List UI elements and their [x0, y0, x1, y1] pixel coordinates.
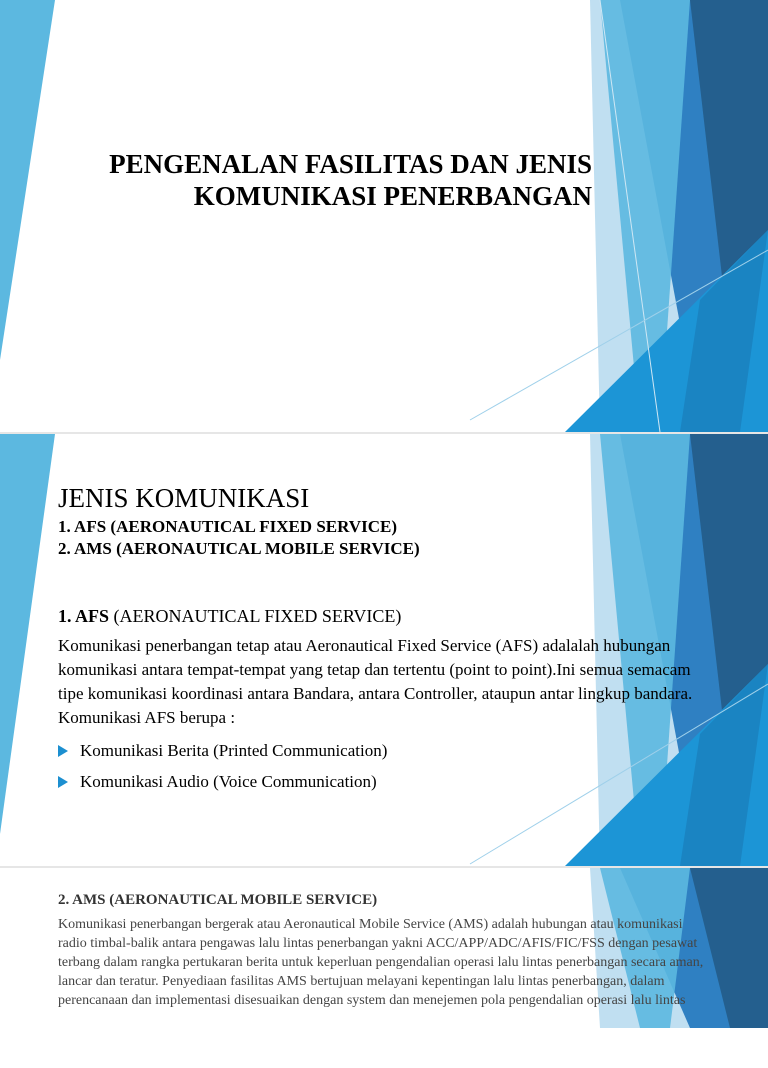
section-heading: JENIS KOMUNIKASI — [58, 483, 310, 513]
ams-heading: 2. AMS (AERONAUTICAL MOBILE SERVICE) — [58, 892, 378, 908]
list-item: 2. AMS (AERONAUTICAL MOBILE SERVICE) — [58, 539, 420, 558]
title-line-1: PENGENALAN FASILITAS DAN JENIS — [109, 149, 592, 179]
title-slide — [0, 0, 768, 432]
left-teal-shape — [0, 0, 55, 360]
bullet-text: Komunikasi Audio (Voice Communication) — [80, 771, 377, 791]
list-item — [58, 735, 387, 766]
bullet-triangle-icon — [58, 745, 68, 757]
title-line-2: KOMUNIKASI PENERBANGAN — [193, 181, 592, 211]
afs-paragraph: Komunikasi penerbangan tetap atau Aeronautical Fixed Service (AFS) adalalah hubungan komunikasi antara tempat-tempat yang tetap dan tertentu (point to point).Ini semua semacam tipe komunikasi koordinasi antara Bandara, antara Controller, ataupun antar lingkup bandara. Komunikasi AFS berupa : — [58, 636, 693, 727]
afs-heading — [58, 604, 401, 628]
slide-title — [109, 148, 592, 212]
list-item: 1. AFS (AERONAUTICAL FIXED SERVICE) — [58, 517, 397, 536]
afs-bullet-list — [58, 735, 387, 797]
service-list — [58, 516, 420, 560]
afs-heading-number: 1. AFS — [58, 606, 110, 626]
ams-paragraph: Komunikasi penerbangan bergerak atau Aeronautical Mobile Service (AMS) adalah hubungan atau komunikasi radio timbal-balik antara pengawas lalu lintas penerbangan yakni ACC/APP/ADC/AFIS/FIC/FSS dengan pesawat terbang dalam rangka pertukaran berita untuk keperluan pengendalian operasi lalu lintas penerbangan secara aman, lancar dan teratur. Penyediaan fasilitas AMS bertujuan melayani kepentingan lalu lintas penerbangan, dalam perencanaan dan implementasi disesuaikan dengan system dan menejemen pola pengendalian operasi lalu lintas — [58, 917, 704, 1008]
bullet-triangle-icon — [58, 776, 68, 788]
decorative-shapes — [0, 0, 768, 432]
afs-heading-text: (AERONAUTICAL FIXED SERVICE) — [109, 606, 402, 626]
list-item — [58, 766, 387, 797]
bullet-text: Komunikasi Berita (Printed Communication) — [80, 740, 388, 760]
